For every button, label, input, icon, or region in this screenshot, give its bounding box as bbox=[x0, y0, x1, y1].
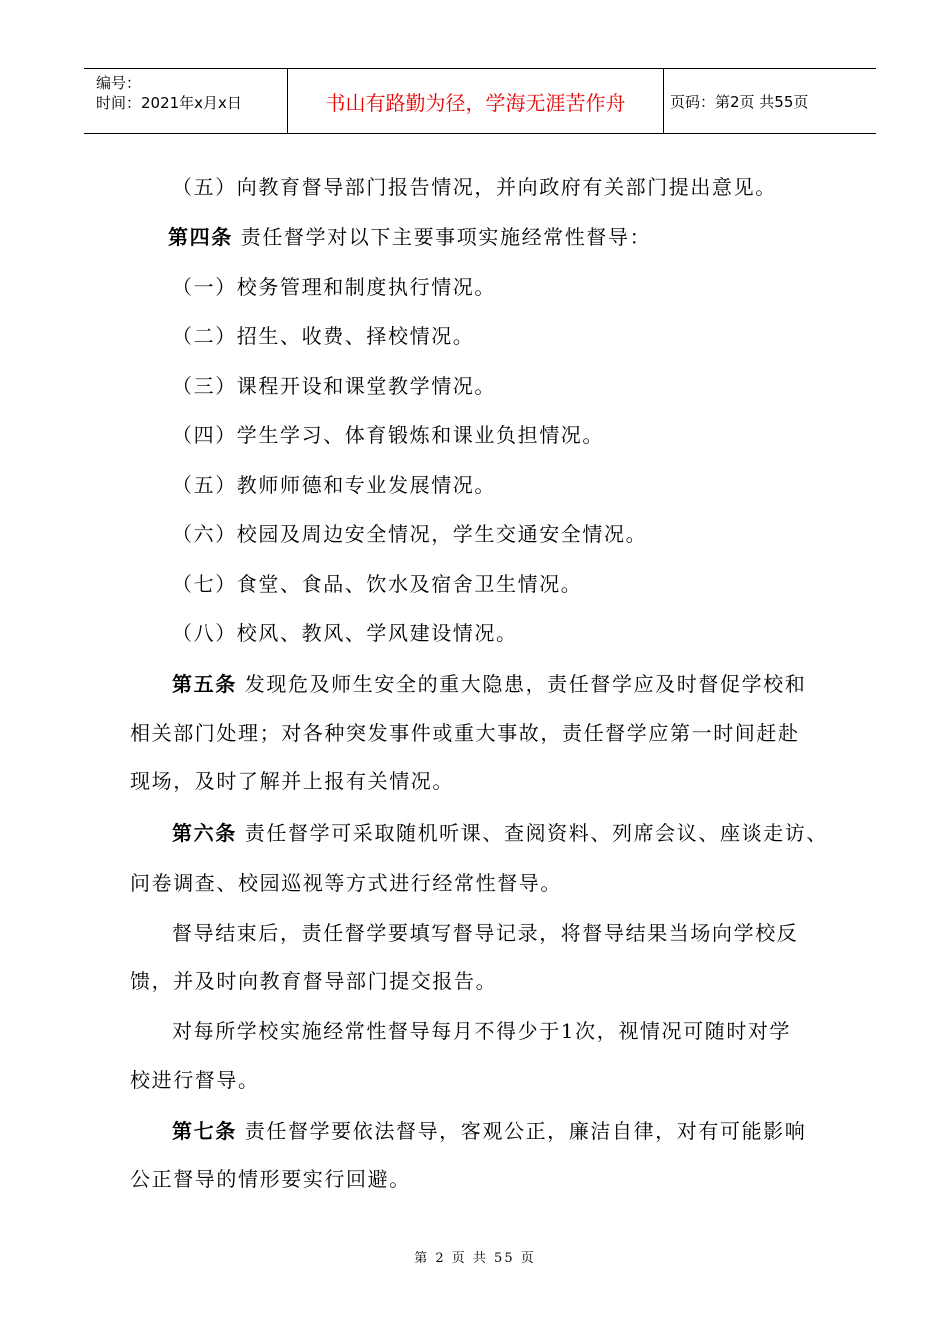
article-4-title: 第四条 bbox=[168, 225, 233, 249]
article-7-line2: 公正督导的情形要实行回避。 bbox=[130, 1167, 411, 1191]
header-page-info: 页码：第2页 共55页 bbox=[670, 92, 809, 111]
paragraph-after-line1: 督导结束后，责任督学要填写督导记录，将督导结果当场向学校反 bbox=[172, 921, 799, 945]
page-footer: 第 2 页 共 55 页 bbox=[414, 1251, 536, 1266]
list-item: （五）教师师德和专业发展情况。 bbox=[172, 473, 496, 497]
paragraph-monthly-line2: 校进行督导。 bbox=[130, 1068, 260, 1092]
article-7 bbox=[172, 1119, 806, 1143]
list-item: （七）食堂、食品、饮水及宿舍卫生情况。 bbox=[172, 572, 583, 596]
article-6 bbox=[172, 821, 828, 845]
document-header bbox=[84, 68, 876, 134]
article-4 bbox=[168, 225, 651, 249]
article-5 bbox=[172, 672, 806, 696]
list-item: （四）学生学习、体育锻炼和课业负担情况。 bbox=[172, 423, 604, 447]
list-item: （二）招生、收费、择校情况。 bbox=[172, 324, 475, 348]
article-4-text: 责任督学对以下主要事项实施经常性督导： bbox=[240, 225, 652, 249]
list-item: （三）课程开设和课堂教学情况。 bbox=[172, 374, 496, 398]
list-item: （八）校风、教风、学风建设情况。 bbox=[172, 621, 518, 645]
article-5-line1: 发现危及师生安全的重大隐患，责任督学应及时督促学校和 bbox=[244, 672, 807, 696]
paragraph-monthly-line1: 对每所学校实施经常性督导每月不得少于1次，视情况可随时对学 bbox=[172, 1019, 792, 1043]
number-label: 编号： bbox=[96, 74, 142, 92]
article-5-line3: 现场，及时了解并上报有关情况。 bbox=[130, 769, 454, 793]
article-5-line2: 相关部门处理；对各种突发事件或重大事故，责任督学应第一时间赶赴 bbox=[130, 721, 800, 745]
header-meta bbox=[84, 69, 287, 133]
article-6-line2: 问卷调查、校园巡视等方式进行经常性督导。 bbox=[130, 871, 562, 895]
paragraph-after-line2: 馈，并及时向教育督导部门提交报告。 bbox=[130, 969, 498, 993]
article-6-title: 第六条 bbox=[172, 821, 237, 845]
header-motto: 书山有路勤为径，学海无涯苦作舟 bbox=[287, 69, 664, 133]
article-7-title: 第七条 bbox=[172, 1119, 237, 1143]
list-item: （一）校务管理和制度执行情况。 bbox=[172, 275, 496, 299]
article-7-line1: 责任督学要依法督导，客观公正，廉洁自律，对有可能影响 bbox=[244, 1119, 807, 1143]
article-5-title: 第五条 bbox=[172, 672, 237, 696]
item-report: （五）向教育督导部门报告情况，并向政府有关部门提出意见。 bbox=[172, 175, 777, 199]
time-label: 时间：2021年x月x日 bbox=[96, 94, 242, 112]
list-item: （六）校园及周边安全情况，学生交通安全情况。 bbox=[172, 522, 648, 546]
article-6-line1: 责任督学可采取随机听课、查阅资料、列席会议、座谈走访、 bbox=[244, 821, 828, 845]
